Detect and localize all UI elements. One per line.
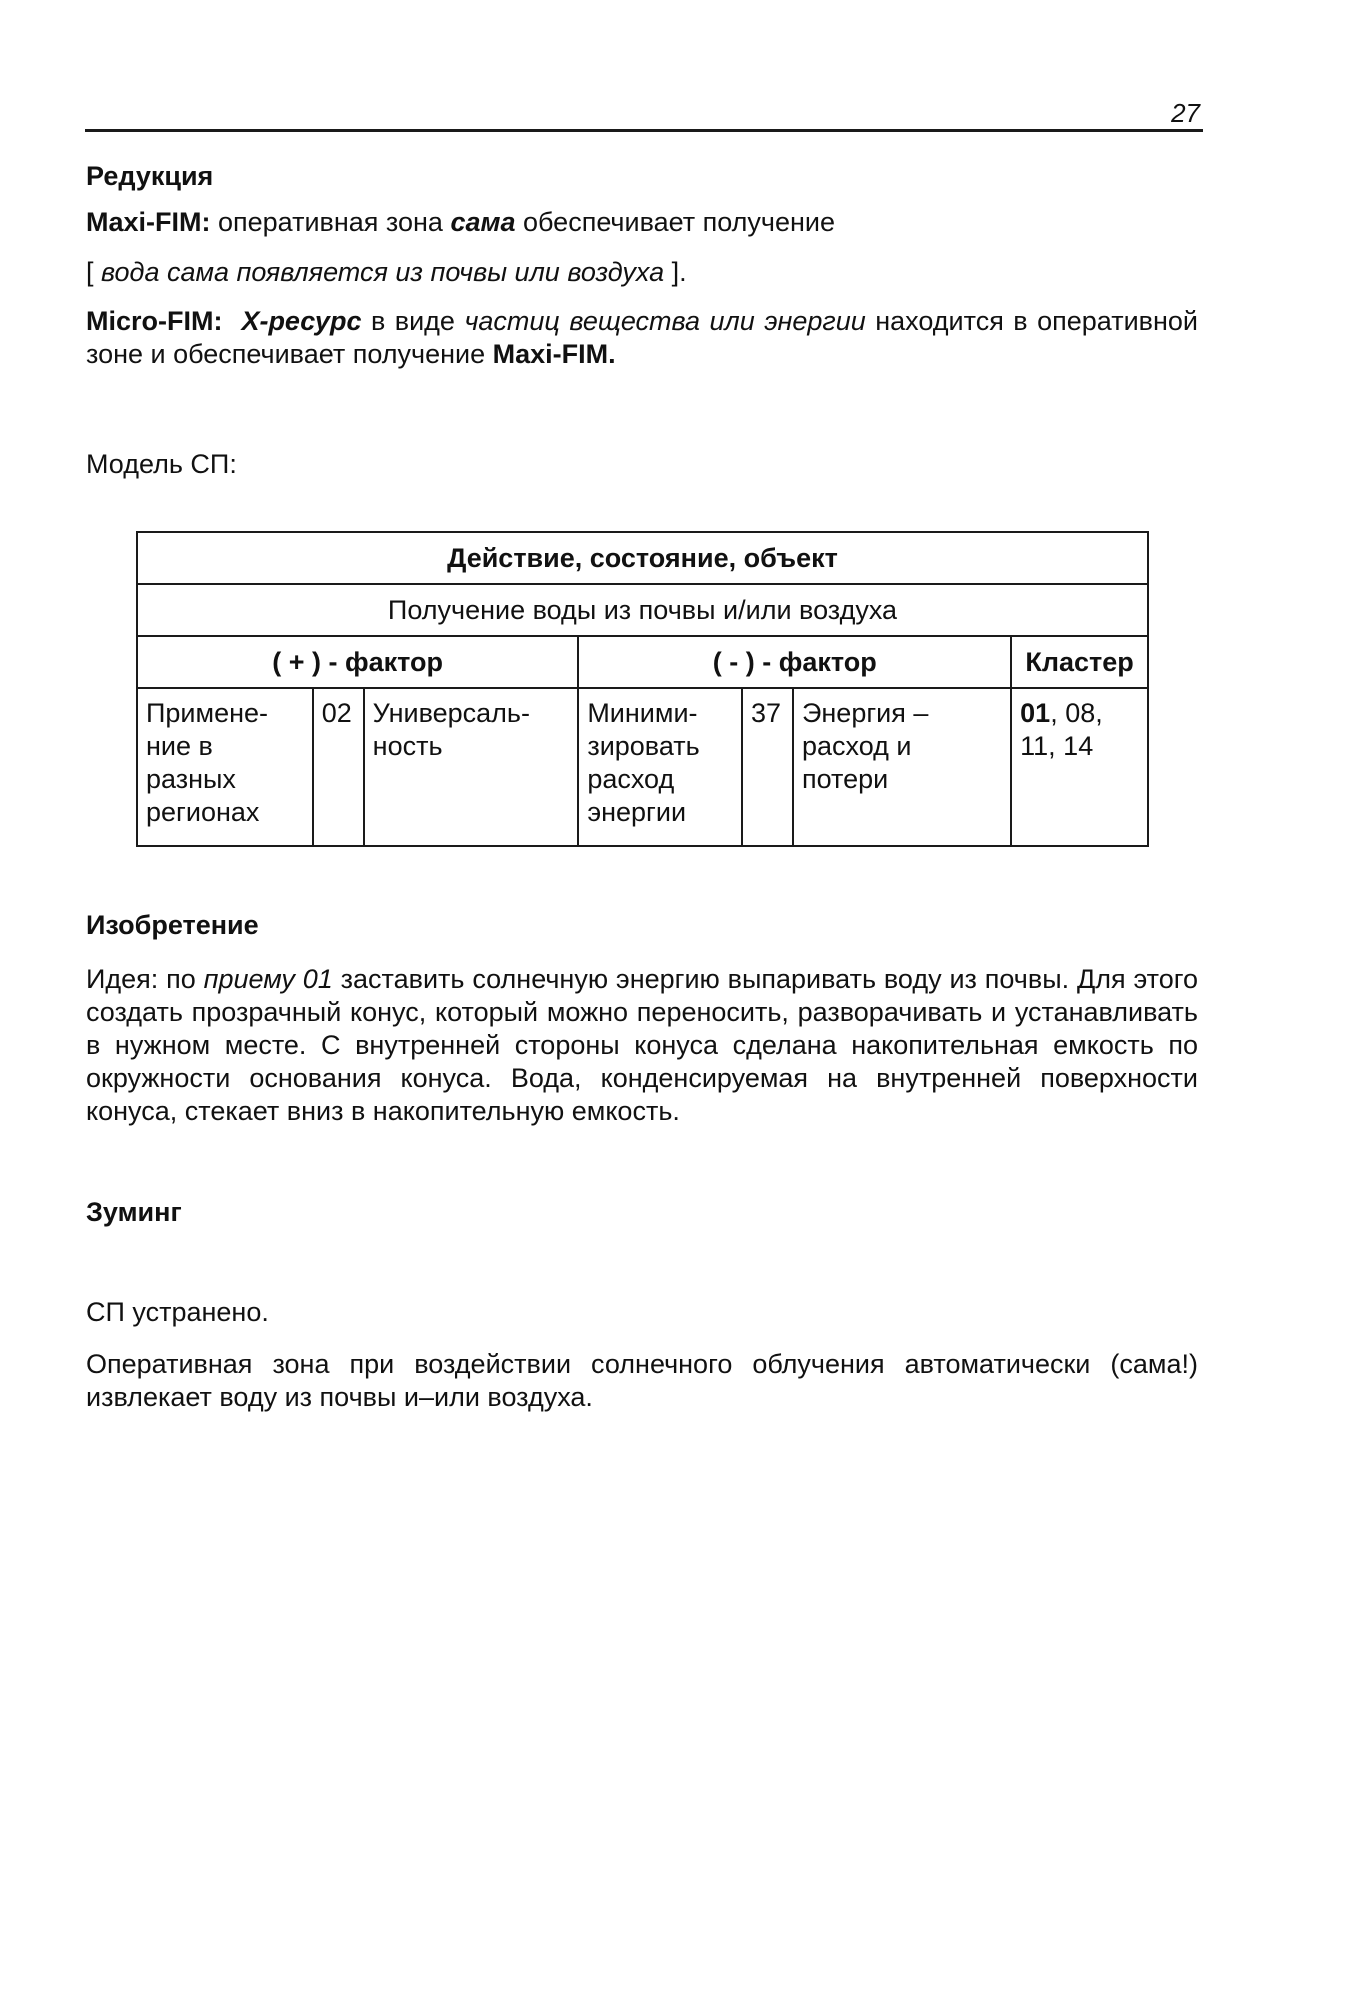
micro-fim-italic: частиц вещества или энергии [464, 306, 866, 336]
maxi-fim-line [86, 206, 1198, 239]
micro-fim-text-1: в виде [361, 306, 465, 336]
maxi-fim-text-after: обеспечивает получение [515, 207, 836, 237]
minus-factor-header: ( - ) - фактор [578, 636, 1011, 688]
bracket-open: [ [86, 257, 102, 287]
plus-factor-text [137, 688, 313, 846]
plus-factor-number: 02 [313, 688, 364, 846]
zooming-line-2: Оперативная зона при воздействии солнечного облучения автоматически (сама!) извлекает воду из почвы и–или воздуха. [86, 1349, 1198, 1412]
invention-italic: приему 01 [203, 964, 333, 994]
heading-reduction: Редукция [86, 161, 214, 191]
micro-fim-emphasis: X-ресурс [241, 306, 362, 336]
minus-factor-text: Миними-зировать расход энергии [578, 688, 742, 846]
cluster-values [1011, 688, 1148, 846]
invention-text-start: Идея: по [86, 964, 204, 994]
table-title: Действие, состояние, объект [137, 532, 1148, 584]
cluster-primary: 01 [1020, 698, 1051, 728]
page-number: 27 [1171, 98, 1200, 128]
minus-factor-number: 37 [742, 688, 793, 846]
micro-fim-label: Micro-FIM: [86, 306, 223, 336]
micro-fim-text-2: находится в оперативной зоне и обеспечивает получение [86, 306, 1198, 369]
model-label: Модель СП: [86, 449, 237, 479]
cluster-header: Кластер [1011, 636, 1148, 688]
maxi-fim-emphasis: сама [450, 207, 516, 237]
bracket-close: ]. [664, 257, 687, 287]
micro-fim-paragraph [86, 305, 1198, 371]
invention-paragraph [86, 963, 1198, 1128]
invention-text-rest: заставить солнечную энергию выпаривать воду из почвы. Для этого создать прозрачный конус, который можно переносить, разворачивать и устанавливать в нужном месте. С внутренней стороны конуса сделана накопительная емкость по окружности основания конуса. Вода, конденсируемая на внутренней поверхности конуса, стекает вниз в накопительную емкость. [86, 964, 1198, 1126]
bracket-note [86, 256, 1198, 289]
bracket-italic: вода сама появляется из почвы или воздуха [101, 257, 665, 287]
minus-factor-name: Энергия – расход и потери [793, 688, 1011, 846]
heading-zooming: Зуминг [86, 1197, 182, 1227]
micro-fim-bold-end: Maxi-FIM. [492, 339, 616, 369]
table-row [137, 688, 1148, 846]
heading-invention: Изобретение [86, 910, 259, 940]
plus-factor-text-value: Примене-ние в разных регионах [146, 698, 269, 827]
plus-factor-name: Универсаль-ность [364, 688, 579, 846]
zooming-line-1: СП устранено. [86, 1297, 269, 1327]
cluster-rest: , 08, 11, 14 [1020, 698, 1103, 761]
plus-factor-header: ( + ) - фактор [137, 636, 578, 688]
maxi-fim-text: оперативная зона [210, 207, 451, 237]
sp-model-table [136, 531, 1149, 847]
header-rule [85, 129, 1203, 132]
table-subtitle: Получение воды из почвы и/или воздуха [137, 584, 1148, 636]
maxi-fim-label: Maxi-FIM: [86, 207, 211, 237]
